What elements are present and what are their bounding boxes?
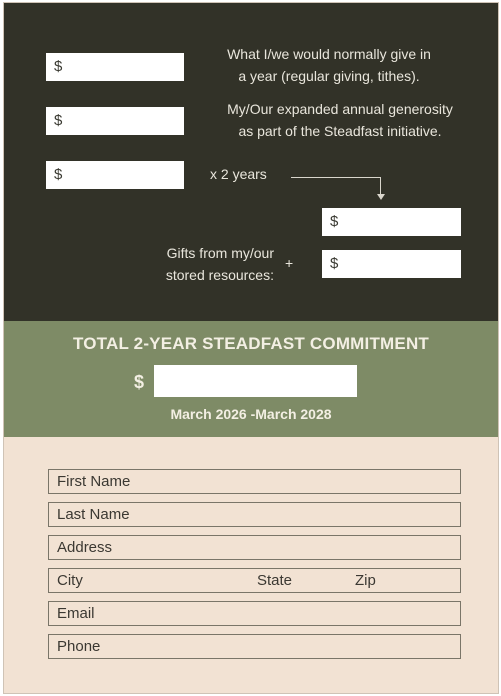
expanded-generosity-amount-input[interactable]	[46, 107, 184, 135]
phone-label: Phone	[57, 638, 101, 655]
currency-symbol: $	[54, 58, 63, 75]
stored-resources-label: Gifts from my/our stored resources:	[165, 245, 274, 283]
plus-sign: +	[285, 255, 294, 271]
currency-symbol: $	[330, 255, 339, 272]
giving-panel	[4, 3, 498, 321]
currency-symbol: $	[330, 213, 339, 230]
currency-symbol: $	[54, 112, 63, 129]
email-field[interactable]	[48, 601, 461, 626]
first-name-label: First Name	[57, 473, 131, 490]
expanded-generosity-description: My/Our expanded annual generosity as part of the Steadfast initiative.	[227, 101, 453, 139]
last-name-field[interactable]	[48, 502, 461, 527]
total-currency-symbol: $	[134, 372, 145, 392]
state-label: State	[257, 572, 293, 589]
subtotal-amount-input[interactable]	[322, 208, 461, 236]
two-year-amount-input[interactable]	[46, 161, 184, 189]
commitment-dates: March 2026 -March 2028	[170, 406, 332, 422]
zip-label: Zip	[355, 572, 376, 589]
arrow-down-icon	[377, 194, 385, 200]
city-label: City	[57, 572, 83, 589]
phone-field[interactable]	[48, 634, 461, 659]
currency-symbol: $	[54, 166, 63, 183]
two-years-multiplier-label: x 2 years	[210, 166, 267, 182]
normal-giving-description: What I/we would normally give in a year (regular giving, tithes).	[227, 46, 431, 84]
city-state-zip-field[interactable]	[48, 568, 461, 593]
connector-line-down	[380, 177, 381, 194]
total-amount-input[interactable]	[154, 365, 357, 397]
address-label: Address	[57, 539, 113, 556]
stored-resources-amount-input[interactable]	[322, 250, 461, 278]
total-title: TOTAL 2-YEAR STEADFAST COMMITMENT	[72, 334, 430, 353]
last-name-label: Last Name	[57, 506, 130, 523]
first-name-field[interactable]	[48, 469, 461, 494]
commitment-card	[3, 2, 499, 694]
address-field[interactable]	[48, 535, 461, 560]
connector-line	[291, 177, 380, 178]
normal-giving-amount-input[interactable]	[46, 53, 184, 81]
email-label: Email	[57, 605, 95, 622]
